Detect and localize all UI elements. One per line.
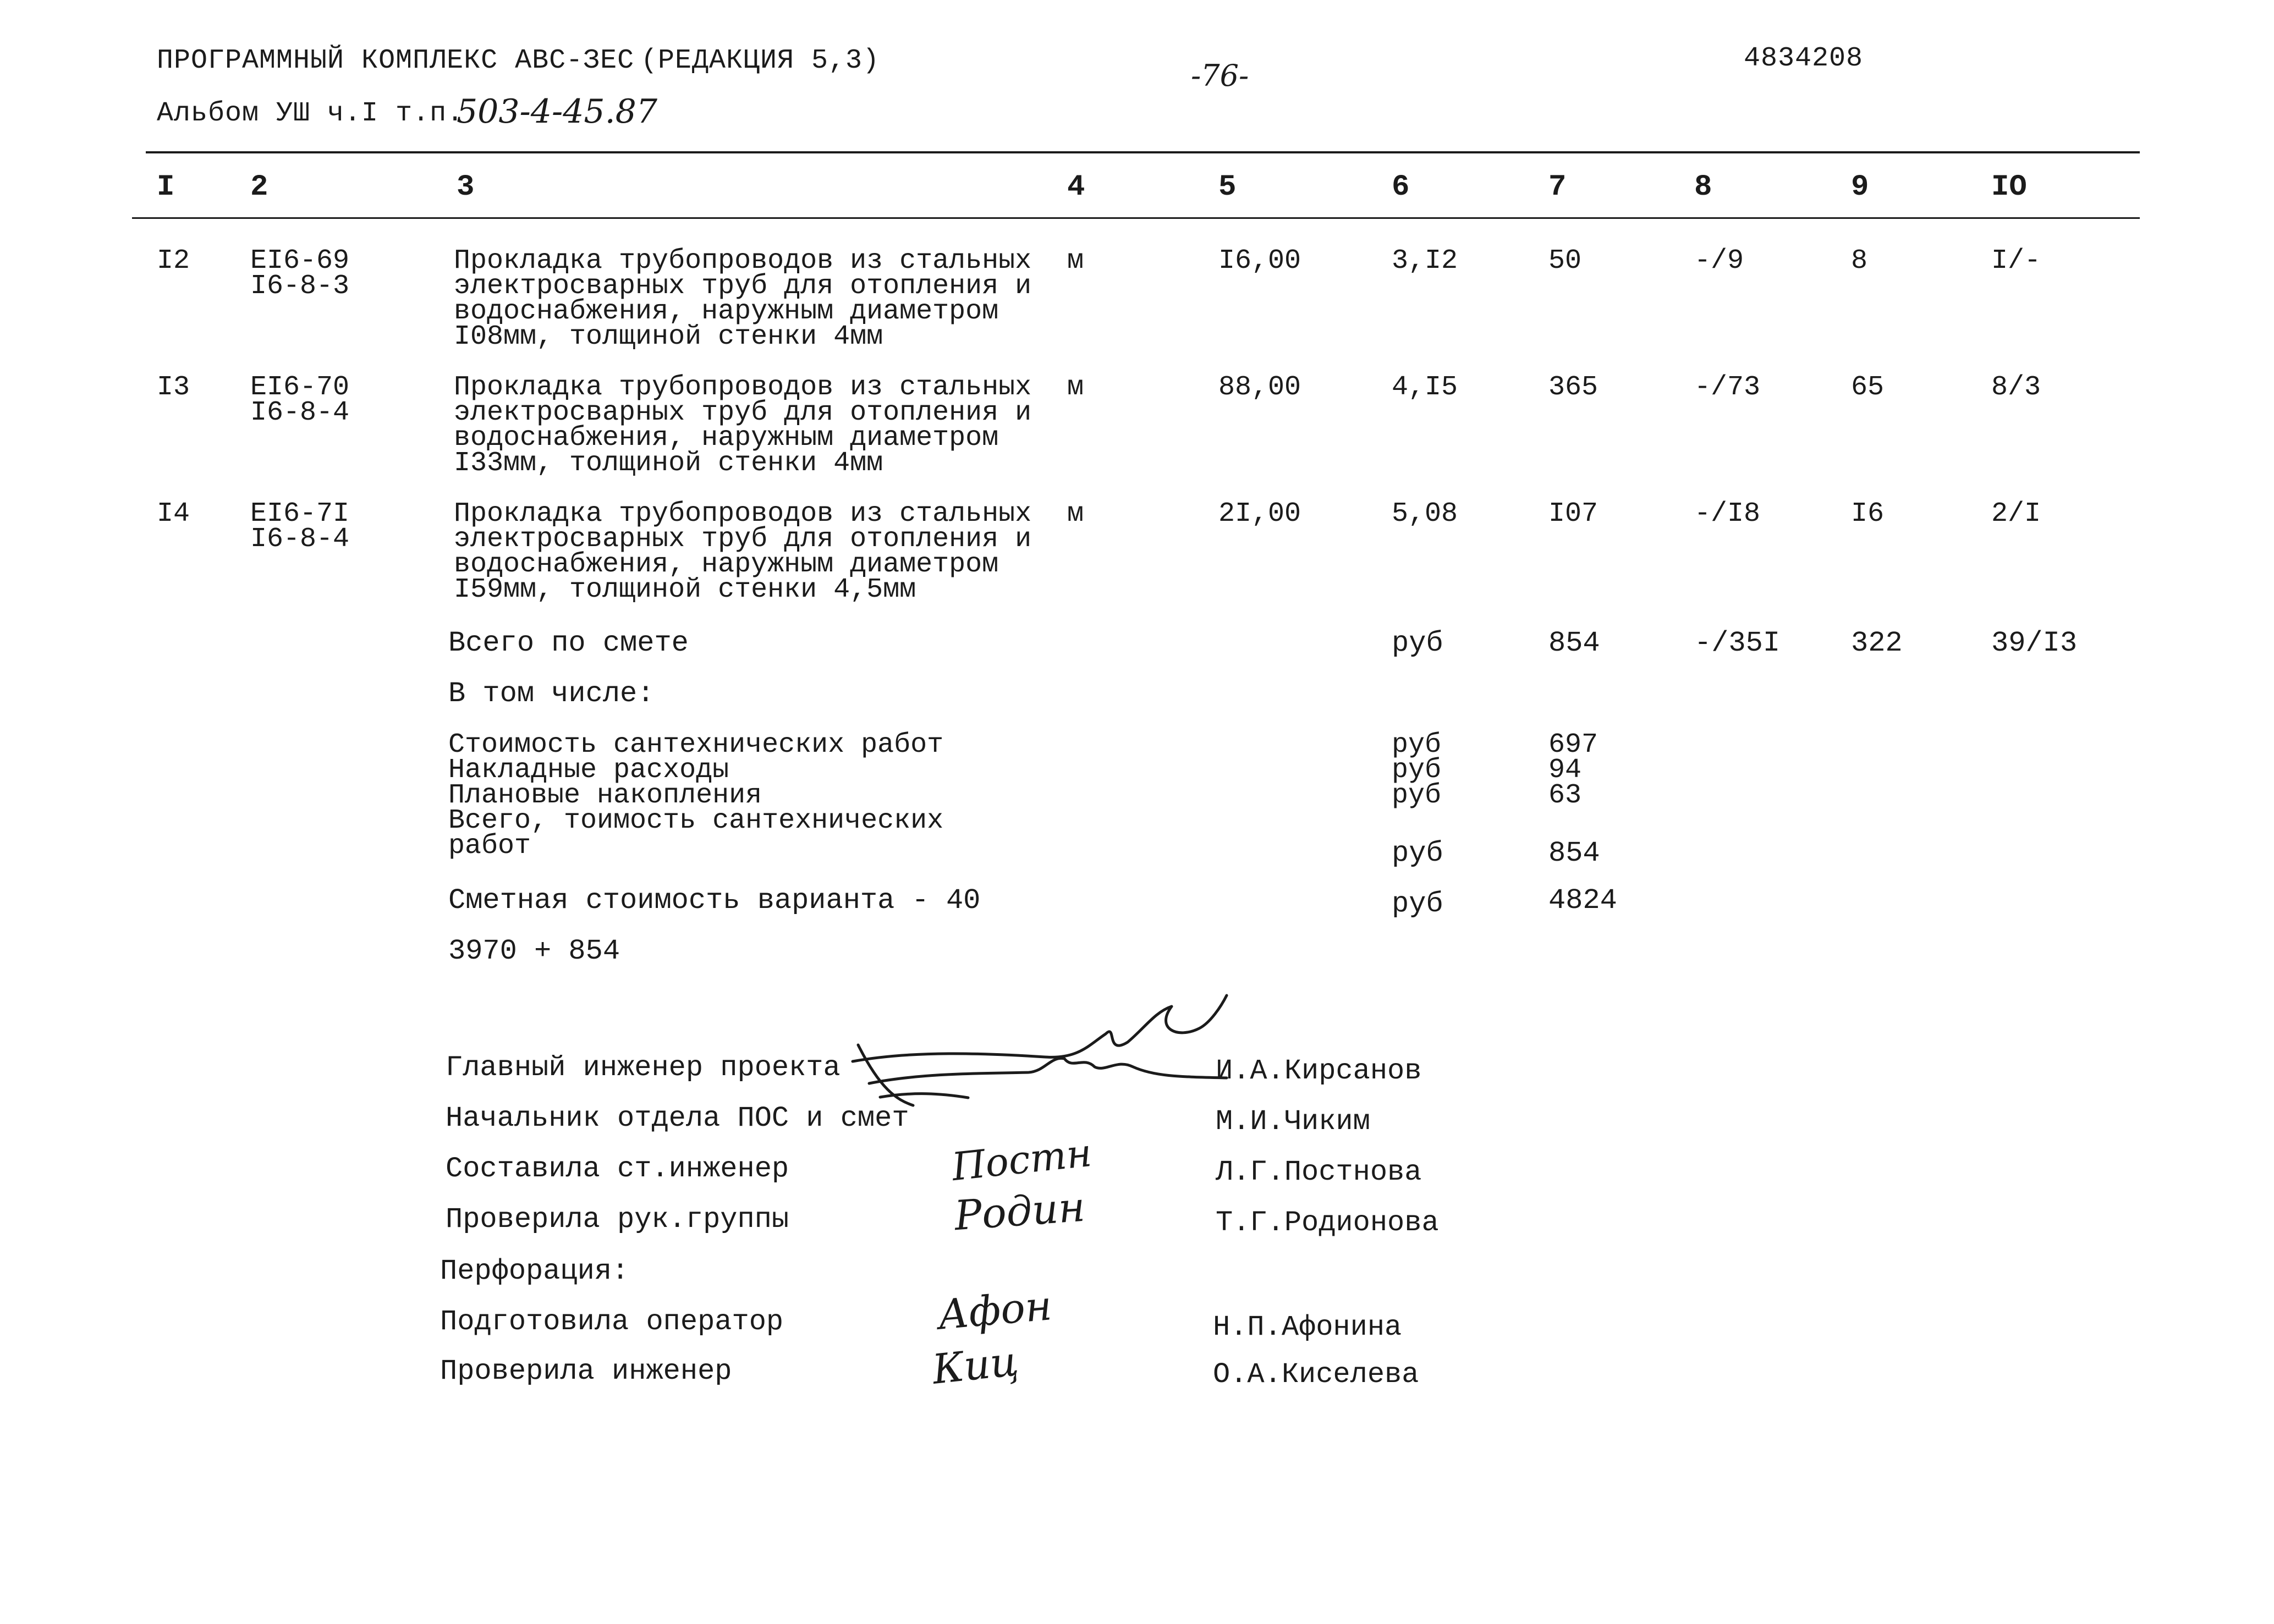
row-description: Прокладка трубопроводов из стальных электросварных труб для отопления и водоснабжения, наружным диаметром I33мм, толщиной стенки 4мм	[454, 372, 1032, 479]
row-description: Прокладка трубопроводов из стальных электросварных труб для отопления и водоснабжения, наружным диаметром I59мм, толщиной стенки 4,5мм	[454, 498, 1032, 605]
variant-label: Сметная стоимость варианта - 40	[448, 884, 981, 917]
row-number: I2	[157, 245, 190, 277]
row-qty: 88,00	[1218, 372, 1301, 403]
signature-role: Составила ст.инженер	[446, 1153, 789, 1185]
row-unit: м	[1067, 498, 1084, 530]
variant-unit: руб	[1392, 888, 1443, 920]
signature-role: Проверила инженер	[440, 1355, 732, 1388]
total-unit: руб	[1392, 627, 1443, 659]
header-rule	[146, 151, 2140, 153]
signature-name: Т.Г.Родионова	[1216, 1207, 1439, 1239]
summary-item-value: 63	[1548, 780, 1582, 811]
handwritten-signature: Киц	[930, 1337, 1021, 1394]
row-price: 3,I2	[1392, 245, 1458, 277]
handwritten-signature: Постн	[949, 1130, 1094, 1190]
signature-name: И.А.Кирсанов	[1216, 1055, 1422, 1087]
row-description: Прокладка трубопроводов из стальных электросварных труб для отопления и водоснабжения, наружным диаметром I08мм, толщиной стенки 4мм	[454, 245, 1032, 353]
summary-item-unit: руб	[1392, 755, 1442, 786]
handwritten-signature: Родин	[953, 1183, 1087, 1240]
handwritten-signature: Афон	[936, 1282, 1054, 1339]
signature-name: Н.П.Афонина	[1213, 1311, 1402, 1344]
row-col10: 8/3	[1991, 372, 2041, 403]
row-code-2: I6-8-4	[250, 397, 350, 428]
total-col9: 322	[1851, 627, 1903, 659]
col-heading-2: 2	[250, 170, 268, 204]
row-col9: 65	[1851, 372, 1885, 403]
total-label: Всего по смете	[448, 627, 689, 659]
row-code-1: EI6-7I	[250, 498, 350, 530]
formula: 3970 + 854	[448, 935, 620, 967]
row-code-2: I6-8-3	[250, 271, 350, 302]
row-col10: I/-	[1991, 245, 2041, 277]
summary-item-label: Плановые накопления	[448, 780, 762, 811]
sanitary-total-value: 854	[1548, 837, 1600, 869]
row-price: 4,I5	[1392, 372, 1458, 403]
row-col8: -/73	[1694, 372, 1761, 403]
row-total: 365	[1548, 372, 1599, 403]
row-unit: м	[1067, 372, 1084, 403]
total-col8: -/35I	[1694, 627, 1781, 659]
row-number: I3	[157, 372, 190, 403]
row-total: 50	[1548, 245, 1582, 277]
row-qty: I6,00	[1218, 245, 1301, 277]
row-unit: м	[1067, 245, 1084, 277]
sanitary-total-unit: руб	[1392, 837, 1443, 869]
signature-name: М.И.Чиким	[1216, 1105, 1370, 1138]
row-col9: I6	[1851, 498, 1885, 530]
edition: (РЕДАКЦИЯ 5,3)	[641, 45, 880, 76]
row-qty: 2I,00	[1218, 498, 1301, 530]
summary-item-value: 94	[1548, 755, 1582, 786]
col-heading-1: I	[157, 170, 175, 204]
summary-item-value: 697	[1548, 729, 1599, 761]
sanitary-total-label-2: работ	[448, 830, 531, 862]
row-col8: -/9	[1694, 245, 1744, 277]
row-number: I4	[157, 498, 190, 530]
row-col10: 2/I	[1991, 498, 2041, 530]
summary-item-label: Накладные расходы	[448, 755, 729, 786]
total-col10: 39/I3	[1991, 627, 2078, 659]
summary-item-unit: руб	[1392, 729, 1442, 761]
row-code-2: I6-8-4	[250, 524, 350, 555]
doc-number: 4834208	[1744, 43, 1864, 74]
total-value: 854	[1548, 627, 1600, 659]
row-price: 5,08	[1392, 498, 1458, 530]
signature-name: Л.Г.Постнова	[1216, 1156, 1422, 1188]
col-heading-7: 7	[1548, 170, 1567, 204]
col-heading-3: 3	[457, 170, 475, 204]
summary-item-unit: руб	[1392, 780, 1442, 811]
page-number: -76-	[1191, 58, 1249, 93]
col-heading-8: 8	[1694, 170, 1712, 204]
signature-name: О.А.Киселева	[1213, 1358, 1419, 1391]
col-heading-6: 6	[1392, 170, 1410, 204]
col-heading-4: 4	[1067, 170, 1085, 204]
signature-role: Начальник отдела ПОС и смет	[446, 1102, 909, 1135]
variant-value: 4824	[1548, 884, 1617, 917]
album-label: Альбом УШ ч.I т.п.	[157, 98, 464, 129]
row-total: I07	[1548, 498, 1599, 530]
row-code-1: EI6-69	[250, 245, 350, 277]
program-title: ПРОГРАММНЫЙ КОМПЛЕКС АВС-ЗЕС	[157, 45, 635, 76]
row-code-1: EI6-70	[250, 372, 350, 403]
columns-rule	[132, 217, 2140, 219]
perforation-label: Перфорация:	[440, 1255, 629, 1287]
row-col9: 8	[1851, 245, 1868, 277]
signature-role: Проверила рук.группы	[446, 1203, 789, 1236]
sanitary-total-label: Всего, тоимость сантехнических	[448, 805, 944, 836]
col-heading-9: 9	[1851, 170, 1869, 204]
including-label: В том числе:	[448, 678, 655, 710]
col-heading-10: IO	[1991, 170, 2027, 204]
signature-chief-engineer-scribble	[847, 990, 1232, 1133]
row-col8: -/I8	[1694, 498, 1761, 530]
signature-role: Подготовила оператор	[440, 1306, 784, 1338]
signature-role: Главный инженер проекта	[446, 1052, 841, 1084]
summary-item-label: Стоимость сантехнических работ	[448, 729, 944, 761]
col-heading-5: 5	[1218, 170, 1237, 204]
project-code: 503-4-45.87	[457, 92, 658, 131]
